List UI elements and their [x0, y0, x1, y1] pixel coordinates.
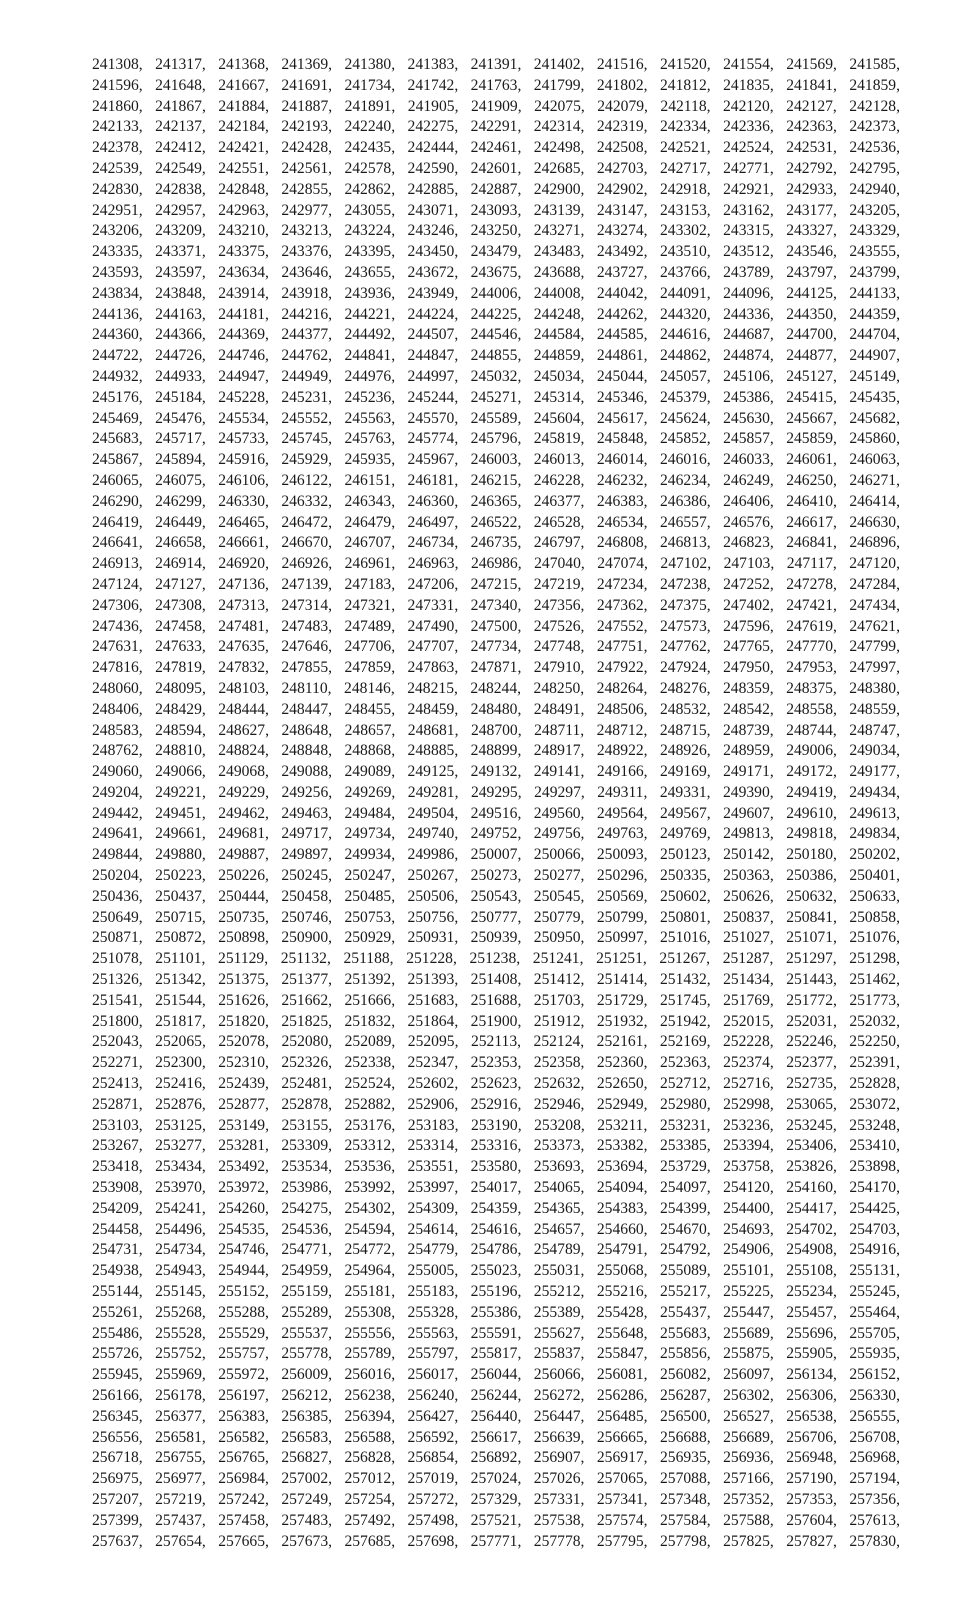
number-line: 252871, 252876, 252877, 252878, 252882, 252906, 252916, 252946, 252949, 252980, 252998, 253065, 253072,	[92, 1095, 900, 1113]
number-line: 247436, 247458, 247481, 247483, 247489, 247490, 247500, 247526, 247552, 247573, 247596, 247619, 247621,	[92, 617, 900, 635]
number-line: 256345, 256377, 256383, 256385, 256394, 256427, 256440, 256447, 256485, 256500, 256527, 256538, 256555,	[92, 1407, 900, 1425]
number-line: 243834, 243848, 243914, 243918, 243936, 243949, 244006, 244008, 244042, 244091, 244096, 244125, 244133,	[92, 284, 900, 302]
number-line: 253418, 253434, 253492, 253534, 253536, 253551, 253580, 253693, 253694, 253729, 253758, 253826, 253898,	[92, 1158, 900, 1176]
number-line: 243335, 243371, 243375, 243376, 243395, 243450, 243479, 243483, 243492, 243510, 243512, 243546, 243555,	[92, 243, 900, 261]
number-line: 249844, 249880, 249887, 249897, 249934, 249986, 250007, 250066, 250093, 250123, 250142, 250180, 250202,	[92, 846, 900, 864]
number-line: 254731, 254734, 254746, 254771, 254772, 254779, 254786, 254789, 254791, 254792, 254906, 254908, 254916,	[92, 1241, 900, 1259]
number-line: 252271, 252300, 252310, 252326, 252338, 252347, 252353, 252358, 252360, 252363, 252374, 252377, 252391,	[92, 1054, 900, 1072]
number-line: 248583, 248594, 248627, 248648, 248657, 248681, 248700, 248711, 248712, 248715, 248739, 248744, 248747,	[92, 721, 900, 739]
number-line: 247306, 247308, 247313, 247314, 247321, 247331, 247340, 247356, 247362, 247375, 247402, 247421, 247434,	[92, 596, 900, 614]
number-line: 255486, 255528, 255529, 255537, 255556, 255563, 255591, 255627, 255648, 255683, 255689, 255696, 255705,	[92, 1324, 900, 1342]
number-line: 250204, 250223, 250226, 250245, 250247, 250267, 250273, 250277, 250296, 250335, 250363, 250386, 250401,	[92, 867, 900, 885]
number-line: 253103, 253125, 253149, 253155, 253176, 253183, 253190, 253208, 253211, 253231, 253236, 253245, 253248,	[92, 1116, 900, 1134]
number-line: 251541, 251544, 251626, 251662, 251666, 251683, 251688, 251703, 251729, 251745, 251769, 251772, 251773,	[92, 991, 900, 1009]
number-line: 241308, 241317, 241368, 241369, 241380, 241383, 241391, 241402, 241516, 241520, 241554, 241569, 241585,	[92, 56, 900, 73]
number-line: 245683, 245717, 245733, 245745, 245763, 245774, 245796, 245819, 245848, 245852, 245857, 245859, 245860,	[92, 430, 900, 448]
number-line: 245176, 245184, 245228, 245231, 245236, 245244, 245271, 245314, 245346, 245379, 245386, 245415, 245435,	[92, 388, 900, 406]
number-line: 246065, 246075, 246106, 246122, 246151, 246181, 246215, 246228, 246232, 246234, 246249, 246250, 246271,	[92, 471, 900, 489]
number-line: 250436, 250437, 250444, 250458, 250485, 250506, 250543, 250545, 250569, 250602, 250626, 250632, 250633,	[92, 887, 900, 905]
number-line: 253908, 253970, 253972, 253986, 253992, 253997, 254017, 254065, 254094, 254097, 254120, 254160, 254170,	[92, 1179, 900, 1197]
number-line: 242830, 242838, 242848, 242855, 242862, 242885, 242887, 242900, 242902, 242918, 242921, 242933, 242940,	[92, 180, 900, 198]
number-line: 257399, 257437, 257458, 257483, 257492, 257498, 257521, 257538, 257574, 257584, 257588, 257604, 257613,	[92, 1511, 900, 1529]
number-line: 249641, 249661, 249681, 249717, 249734, 249740, 249752, 249756, 249763, 249769, 249813, 249818, 249834,	[92, 825, 900, 843]
number-line: 246913, 246914, 246920, 246926, 246961, 246963, 246986, 247040, 247074, 247102, 247103, 247117, 247120,	[92, 555, 900, 573]
number-line: 256556, 256581, 256582, 256583, 256588, 256592, 256617, 256639, 256665, 256688, 256689, 256706, 256708,	[92, 1428, 900, 1446]
number-line: 251800, 251817, 251820, 251825, 251832, 251864, 251900, 251912, 251932, 251942, 252015, 252031, 252032,	[92, 1012, 900, 1030]
number-line: 251326, 251342, 251375, 251377, 251392, 251393, 251408, 251412, 251414, 251432, 251434, 251443, 251462,	[92, 971, 900, 989]
number-line: 252043, 252065, 252078, 252080, 252089, 252095, 252113, 252124, 252161, 252169, 252228, 252246, 252250,	[92, 1033, 900, 1051]
number-line: 243206, 243209, 243210, 243213, 243224, 243246, 243250, 243271, 243274, 243302, 243315, 243327, 243329,	[92, 222, 900, 240]
number-line: 241860, 241867, 241884, 241887, 241891, 241905, 241909, 242075, 242079, 242118, 242120, 242127, 242128,	[92, 97, 900, 115]
number-line: 256975, 256977, 256984, 257002, 257012, 257019, 257024, 257026, 257065, 257088, 257166, 257190, 257194,	[92, 1470, 900, 1488]
number-line: 244360, 244366, 244369, 244377, 244492, 244507, 244546, 244584, 244585, 244616, 244687, 244700, 244704,	[92, 326, 900, 344]
number-line: 249060, 249066, 249068, 249088, 249089, 249125, 249132, 249141, 249166, 249169, 249171, 249172, 249177,	[92, 763, 900, 781]
number-line: 249204, 249221, 249229, 249256, 249269, 249281, 249295, 249297, 249311, 249331, 249390, 249419, 249434,	[92, 783, 900, 801]
number-line: 253267, 253277, 253281, 253309, 253312, 253314, 253316, 253373, 253382, 253385, 253394, 253406, 253410,	[92, 1137, 900, 1155]
number-line: 245867, 245894, 245916, 245929, 245935, 245967, 246003, 246013, 246014, 246016, 246033, 246061, 246063,	[92, 451, 900, 469]
number-line: 249442, 249451, 249462, 249463, 249484, 249504, 249516, 249560, 249564, 249567, 249607, 249610, 249613,	[92, 804, 900, 822]
number-line: 247816, 247819, 247832, 247855, 247859, 247863, 247871, 247910, 247922, 247924, 247950, 247953, 247997,	[92, 659, 900, 677]
number-line: 244136, 244163, 244181, 244216, 244221, 244224, 244225, 244248, 244262, 244320, 244336, 244350, 244359,	[92, 305, 900, 323]
number-line: 247124, 247127, 247136, 247139, 247183, 247206, 247215, 247219, 247234, 247238, 247252, 247278, 247284,	[92, 575, 900, 593]
number-line: 251078, 251101, 251129, 251132, 251188, 251228, 251238, 251241, 251251, 251267, 251287, 251297, 251298,	[92, 950, 900, 968]
number-line: 257637, 257654, 257665, 257673, 257685, 257698, 257771, 257778, 257795, 257798, 257825, 257827, 257830,	[92, 1532, 900, 1550]
number-line: 254209, 254241, 254260, 254275, 254302, 254309, 254359, 254365, 254383, 254399, 254400, 254417, 254425,	[92, 1199, 900, 1217]
number-line: 243593, 243597, 243634, 243646, 243655, 243672, 243675, 243688, 243727, 243766, 243789, 243797, 243799,	[92, 263, 900, 281]
number-line: 250649, 250715, 250735, 250746, 250753, 250756, 250777, 250779, 250799, 250801, 250837, 250841, 250858,	[92, 908, 900, 926]
number-line: 242378, 242412, 242421, 242428, 242435, 242444, 242461, 242498, 242508, 242521, 242524, 242531, 242536,	[92, 139, 900, 157]
number-line: 256718, 256755, 256765, 256827, 256828, 256854, 256892, 256907, 256917, 256935, 256936, 256948, 256968,	[92, 1449, 900, 1467]
number-line: 254458, 254496, 254535, 254536, 254594, 254614, 254616, 254657, 254660, 254670, 254693, 254702, 254703,	[92, 1220, 900, 1238]
number-line: 244932, 244933, 244947, 244949, 244976, 244997, 245032, 245034, 245044, 245057, 245106, 245127, 245149,	[92, 367, 900, 385]
number-line: 255144, 255145, 255152, 255159, 255181, 255183, 255196, 255212, 255216, 255217, 255225, 255234, 255245,	[92, 1283, 900, 1301]
number-line: 248762, 248810, 248824, 248848, 248868, 248885, 248899, 248917, 248922, 248926, 248959, 249006, 249034,	[92, 742, 900, 760]
number-line: 252413, 252416, 252439, 252481, 252524, 252602, 252623, 252632, 252650, 252712, 252716, 252735, 252828,	[92, 1075, 900, 1093]
number-line: 246419, 246449, 246465, 246472, 246479, 246497, 246522, 246528, 246534, 246557, 246576, 246617, 246630,	[92, 513, 900, 531]
number-line: 242951, 242957, 242963, 242977, 243055, 243071, 243093, 243139, 243147, 243153, 243162, 243177, 243205,	[92, 201, 900, 219]
number-line: 242133, 242137, 242184, 242193, 242240, 242275, 242291, 242314, 242319, 242334, 242336, 242363, 242373,	[92, 118, 900, 136]
number-line: 244722, 244726, 244746, 244762, 244841, 244847, 244855, 244859, 244861, 244862, 244874, 244877, 244907,	[92, 347, 900, 365]
number-line: 256166, 256178, 256197, 256212, 256238, 256240, 256244, 256272, 256286, 256287, 256302, 256306, 256330,	[92, 1387, 900, 1404]
number-line: 250871, 250872, 250898, 250900, 250929, 250931, 250939, 250950, 250997, 251016, 251027, 251071, 251076,	[92, 929, 900, 947]
number-line: 248406, 248429, 248444, 248447, 248455, 248459, 248480, 248491, 248506, 248532, 248542, 248558, 248559,	[92, 700, 900, 718]
number-line: 242539, 242549, 242551, 242561, 242578, 242590, 242601, 242685, 242703, 242717, 242771, 242792, 242795,	[92, 159, 900, 177]
number-line: 255726, 255752, 255757, 255778, 255789, 255797, 255817, 255837, 255847, 255856, 255875, 255905, 255935,	[92, 1345, 900, 1363]
number-list	[92, 55, 900, 1552]
number-line: 247631, 247633, 247635, 247646, 247706, 247707, 247734, 247748, 247751, 247762, 247765, 247770, 247799,	[92, 638, 900, 656]
number-line: 248060, 248095, 248103, 248110, 248146, 248215, 248244, 248250, 248264, 248276, 248359, 248375, 248380,	[92, 679, 900, 697]
number-line: 246641, 246658, 246661, 246670, 246707, 246734, 246735, 246797, 246808, 246813, 246823, 246841, 246896,	[92, 534, 900, 552]
number-line: 255261, 255268, 255288, 255289, 255308, 255328, 255386, 255389, 255428, 255437, 255447, 255457, 255464,	[92, 1303, 900, 1321]
number-line: 246290, 246299, 246330, 246332, 246343, 246360, 246365, 246377, 246383, 246386, 246406, 246410, 246414,	[92, 492, 900, 510]
number-line: 254938, 254943, 254944, 254959, 254964, 255005, 255023, 255031, 255068, 255089, 255101, 255108, 255131,	[92, 1262, 900, 1280]
number-line: 241596, 241648, 241667, 241691, 241734, 241742, 241763, 241799, 241802, 241812, 241835, 241841, 241859,	[92, 76, 900, 94]
number-line: 245469, 245476, 245534, 245552, 245563, 245570, 245589, 245604, 245617, 245624, 245630, 245667, 245682,	[92, 409, 900, 427]
number-line: 257207, 257219, 257242, 257249, 257254, 257272, 257329, 257331, 257341, 257348, 257352, 257353, 257356,	[92, 1490, 900, 1508]
number-line: 255945, 255969, 255972, 256009, 256016, 256017, 256044, 256066, 256081, 256082, 256097, 256134, 256152,	[92, 1366, 900, 1384]
